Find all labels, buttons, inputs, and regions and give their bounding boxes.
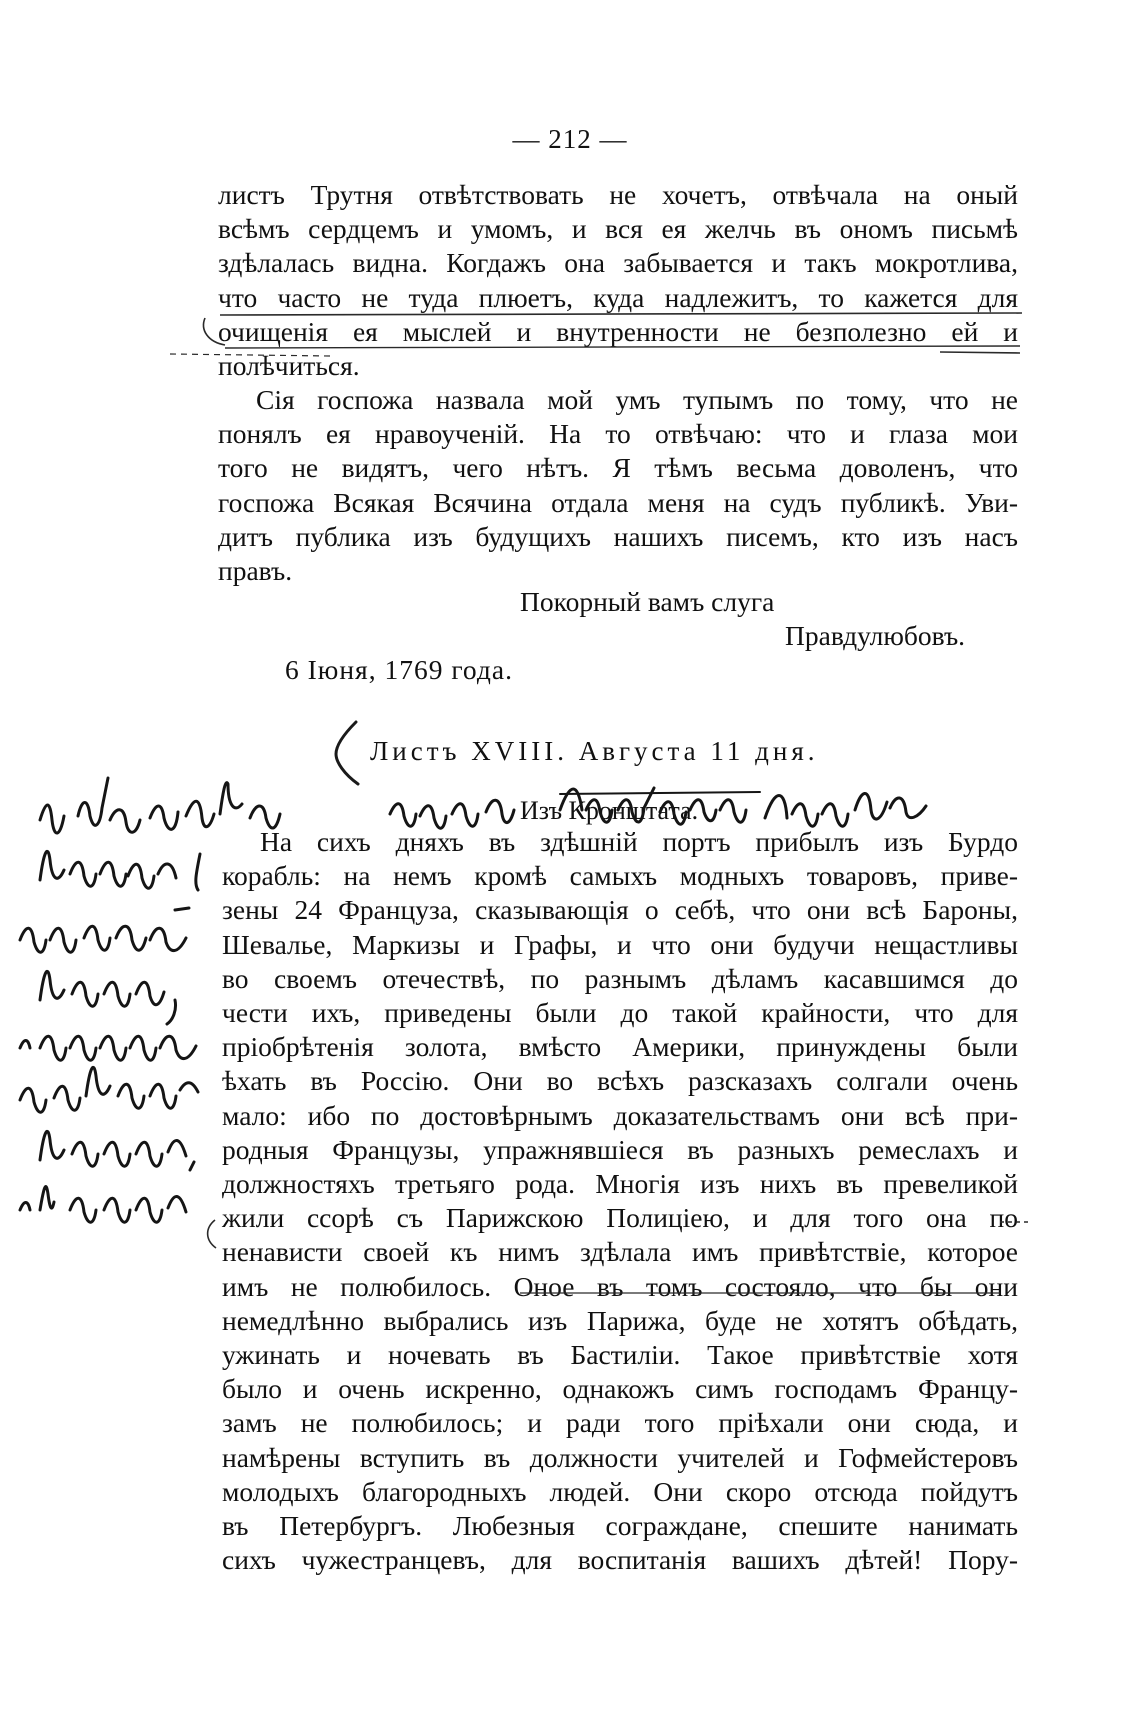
text-line: жили ссорѣ съ Парижскою Полиціею, и для того она по — [222, 1202, 1018, 1234]
text-line: родныя Французы, упражнявшіеся въ разныхъ ремеслахъ и — [222, 1133, 1018, 1165]
text-line: правъ. — [218, 555, 293, 587]
text-line: должностяхъ третьяго рода. Многія изъ нихъ въ превеликой — [222, 1168, 1018, 1200]
text-line: было и очень искренно, однакожъ симъ господамъ Францу- — [222, 1373, 1018, 1405]
text-line: въ Петербургъ. Любезныя сограждане, спешите нанимать — [222, 1510, 1018, 1542]
text-line: того не видятъ, чего нѣтъ. Я тѣмъ весьма доволенъ, что — [218, 452, 1018, 484]
text-line: корабль: на немъ кромѣ самыхъ модныхъ товаровъ, приве- — [222, 860, 1018, 892]
text-line: сихъ чужестранцевъ, для воспитанія вашихъ дѣтей! Пору- — [222, 1544, 1018, 1576]
text-line: во своемъ отечествѣ, по разнымъ дѣламъ касавшимся до — [222, 962, 1018, 994]
section-title: Листъ XVIII. Августа 11 дня. — [370, 736, 819, 766]
text-line: госпожа Всякая Всячина отдала меня на судъ публикѣ. Уви- — [218, 486, 1018, 518]
letter-signature: Правдулюбовъ. — [785, 620, 966, 651]
letter-end-paragraph — [218, 178, 1018, 383]
text-line: мало: ибо по достовѣрнымъ доказательствамъ они всѣ при- — [222, 1099, 1018, 1131]
text-line: чести ихъ, приведены были до такой крайности, что для — [222, 997, 1018, 1029]
text-line: имъ не полюбилось. Оное въ томъ состояло, что бы они — [222, 1270, 1018, 1302]
text-line: ѣхать въ Россію. Они во всѣхъ разсказахъ солгали очень — [222, 1065, 1018, 1097]
text-line: всѣмъ сердцемъ и умомъ, и вся ея желчь въ ономъ письмѣ — [218, 213, 1018, 245]
text-line: ненависти своей къ нимъ здѣлала имъ привѣтствіе, которое — [222, 1236, 1018, 1268]
text-line: дитъ публика изъ будущихъ нашихъ писемъ, кто изъ насъ — [218, 520, 1018, 552]
letter-closing: Покорный вамъ слуга — [520, 586, 775, 617]
text-line: зены 24 Француза, сказывающія о себѣ, что они всѣ Бароны, — [222, 894, 1018, 926]
text-line: здѣлалась видна. Когдажъ она забывается и такъ мокротлива, — [218, 247, 1018, 279]
handwritten-bracket-icon — [330, 718, 360, 788]
article-body — [222, 825, 1018, 1577]
text-line: очищенія ея мыслей и внутренности не безполезно ей и — [218, 315, 1018, 347]
text-line: На сихъ дняхъ въ здѣшній портъ прибылъ изъ Бурдо — [260, 826, 1018, 857]
text-line: полѣчиться. — [218, 350, 360, 382]
text-line: Сія госпожа назвала мой умъ тупымъ по тому, что не — [256, 384, 1018, 415]
text-line: намѣрены вступить въ должности учителей и Гофмейстеровъ — [222, 1441, 1018, 1473]
text-line: замъ не полюбилось; и ради того пріѣхали они сюда, и — [222, 1407, 1018, 1439]
page-number: — 212 — — [512, 124, 628, 154]
letter-date: 6 Іюня, 1769 года. — [285, 654, 513, 685]
text-line: Шевалье, Маркизы и Графы, и что они будучи нещастливы — [222, 928, 1018, 960]
text-line: пріобрѣтенія золота, вмѣсто Америки, принуждены были — [222, 1031, 1018, 1063]
letter-end-paragraph-2 — [218, 383, 1018, 588]
section-dateline: Изъ Кронштата. — [520, 796, 699, 825]
text-line: понялъ ея нравоученій. На то отвѣчаю: что и глаза мои — [218, 418, 1018, 450]
text-line: ужинать и ночевать въ Бастиліи. Такое привѣтствіе хотя — [222, 1339, 1018, 1371]
text-line: что часто не туда плюетъ, куда надлежитъ, то кажется для — [218, 281, 1018, 313]
text-line: листъ Трутня отвѣтствовать не хочетъ, отвѣчала на оный — [218, 179, 1018, 210]
text-line: немедлѣнно выбрались изъ Парижа, буде не хотятъ обѣдать, — [222, 1304, 1018, 1336]
text-line: молодыхъ благородныхъ людей. Они скоро отсюда пойдутъ — [222, 1475, 1018, 1507]
